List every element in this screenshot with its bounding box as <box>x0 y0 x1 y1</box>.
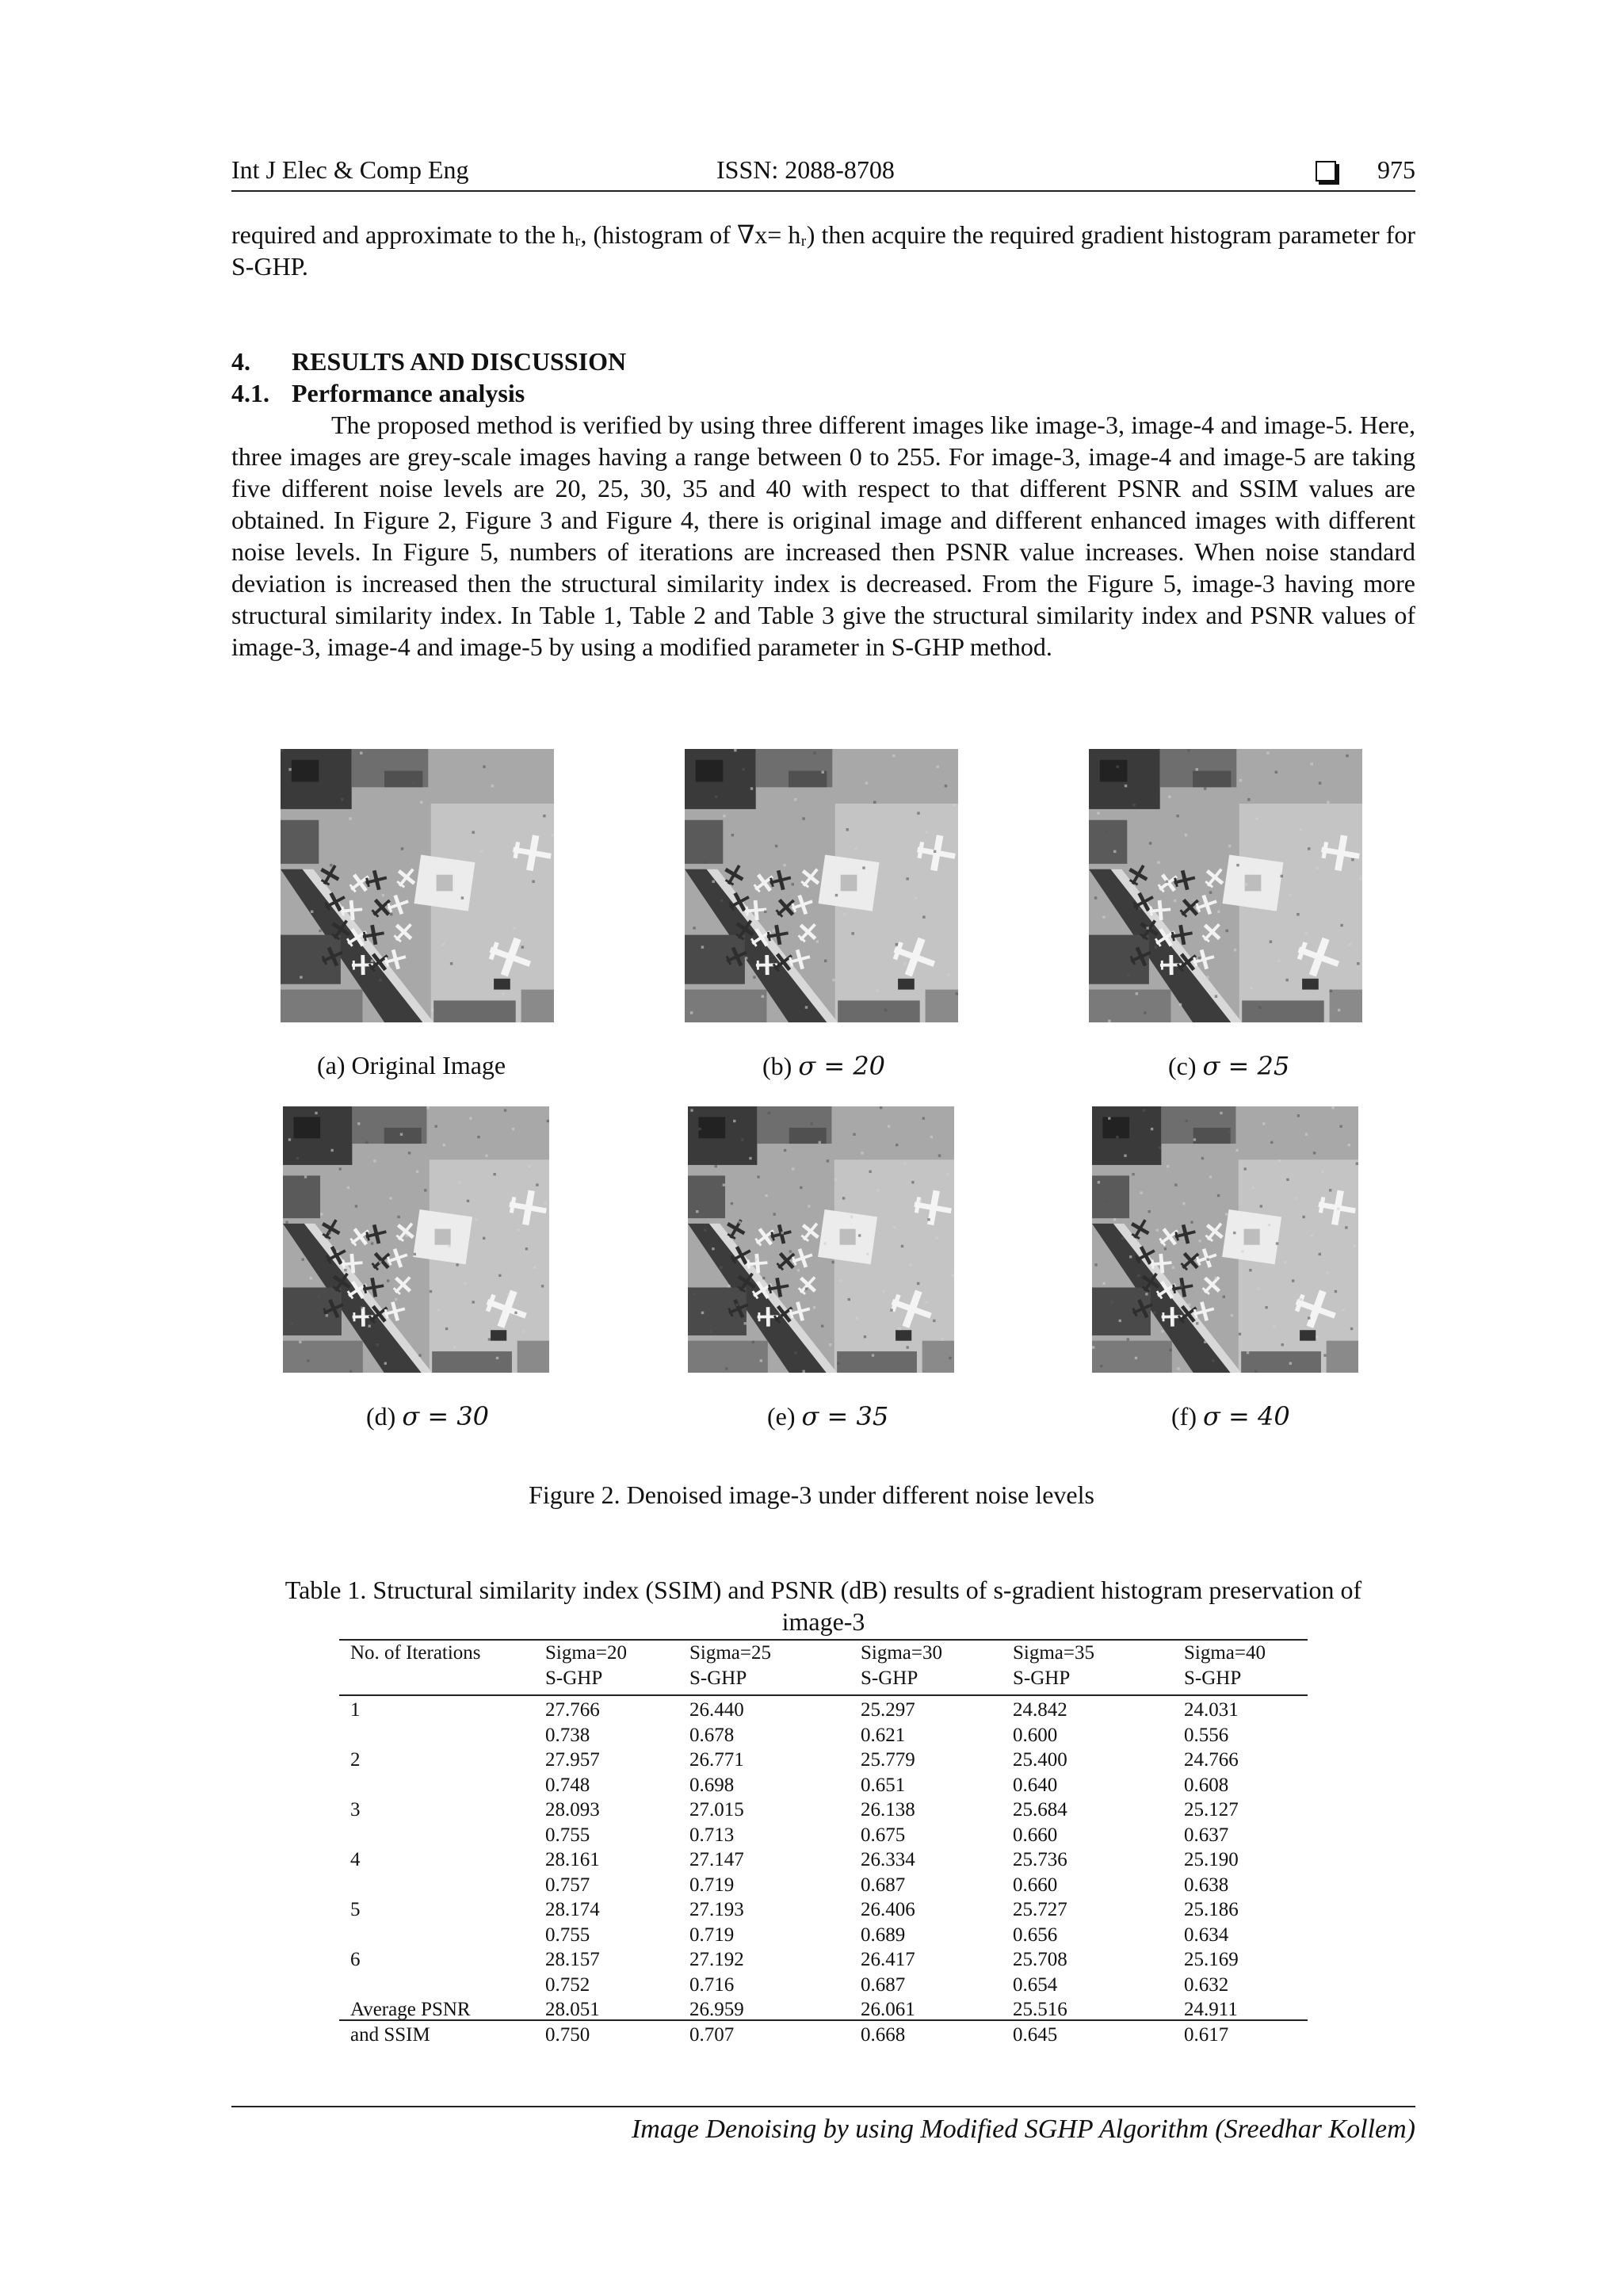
panel-d-caption <box>366 1401 489 1431</box>
panel-f-caption <box>1171 1401 1290 1431</box>
table-cell-psnr: 25.516 <box>1013 1999 1067 2020</box>
issn: ISSN: 2088-8708 <box>716 155 895 184</box>
figure-panel-f-image <box>1092 1106 1358 1373</box>
table-cell-ssim: 0.660 <box>1013 1824 1058 1846</box>
table-cell-ssim: 0.689 <box>861 1924 906 1946</box>
panel-f-sigma: σ = 40 <box>1202 1401 1290 1431</box>
panel-d-label: (d) <box>366 1402 396 1431</box>
table-cell-psnr: 26.406 <box>861 1899 915 1920</box>
table-header-rule <box>339 1694 1308 1696</box>
subsection-heading <box>231 379 525 408</box>
table-cell-psnr: 28.157 <box>545 1949 600 1970</box>
panel-b-label: (b) <box>762 1052 792 1080</box>
table-cell-psnr: 26.440 <box>689 1699 744 1721</box>
table-cell-psnr: 25.708 <box>1013 1949 1067 1970</box>
table-row-label: 6 <box>350 1949 361 1970</box>
table-cell-psnr: 24.911 <box>1184 1999 1238 2020</box>
table-cell-ssim: 0.634 <box>1184 1924 1229 1946</box>
table-cell-psnr: 26.334 <box>861 1849 915 1870</box>
subsection-number: 4.1. <box>231 379 269 407</box>
table-cell-psnr: 27.766 <box>545 1699 600 1721</box>
table-row-label: 3 <box>350 1799 361 1820</box>
table-cell-ssim: 0.713 <box>689 1824 735 1846</box>
table-cell-ssim: 0.750 <box>545 2023 590 2046</box>
panel-b-sigma: σ = 20 <box>798 1051 886 1081</box>
table-cell-ssim: 0.632 <box>1184 1973 1229 1996</box>
figure-caption: Figure 2. Denoised image-3 under different noise levels <box>529 1480 1094 1509</box>
table-cell-ssim: 0.668 <box>861 2023 906 2046</box>
figure-panel-c-image <box>1089 749 1362 1022</box>
checkbox-square-icon <box>1316 161 1336 181</box>
table-row-label: and SSIM <box>350 2023 430 2046</box>
journal-name: Int J Elec & Comp Eng <box>231 155 469 184</box>
table-cell-ssim: 0.687 <box>861 1973 906 1996</box>
table-cell-psnr: 26.138 <box>861 1799 915 1820</box>
panel-d-sigma: σ = 30 <box>402 1401 490 1431</box>
table-cell-ssim: 0.719 <box>689 1874 735 1896</box>
table-header-cell: Sigma=20 <box>545 1642 627 1664</box>
table-cell-psnr: 28.051 <box>545 1999 600 2020</box>
panel-e-caption <box>767 1401 888 1431</box>
table-header-subcell: S-GHP <box>689 1667 747 1689</box>
table-row-label: 1 <box>350 1699 361 1721</box>
panel-f-label: (f) <box>1171 1402 1197 1431</box>
table-cell-ssim: 0.757 <box>545 1874 590 1896</box>
running-header <box>231 155 1415 192</box>
table-cell-ssim: 0.748 <box>545 1774 590 1796</box>
table-cell-psnr: 24.031 <box>1184 1699 1239 1721</box>
table-cell-psnr: 25.400 <box>1013 1749 1067 1771</box>
table-cell-ssim: 0.645 <box>1013 2023 1058 2046</box>
panel-c-sigma: σ = 25 <box>1202 1051 1290 1081</box>
figure-panel-e-image <box>688 1106 954 1373</box>
table-cell-psnr: 27.192 <box>689 1949 744 1970</box>
section-title: RESULTS AND DISCUSSION <box>292 347 627 376</box>
table-cell-ssim: 0.651 <box>861 1774 906 1796</box>
table-cell-ssim: 0.687 <box>861 1874 906 1896</box>
table-caption-line2: image-3 <box>781 1607 865 1636</box>
table-cell-psnr: 24.766 <box>1184 1749 1239 1771</box>
table-cell-ssim: 0.698 <box>689 1774 735 1796</box>
table-cell-psnr: 28.161 <box>545 1849 600 1870</box>
table-header-cell: Sigma=25 <box>689 1642 771 1664</box>
table-cell-ssim: 0.707 <box>689 2023 735 2046</box>
section-number: 4. <box>231 347 250 376</box>
table-bottom-rule <box>339 2019 1308 2021</box>
figure-panel-a-image <box>281 749 554 1022</box>
table-top-rule <box>339 1639 1308 1641</box>
table-cell-ssim: 0.716 <box>689 1973 735 1996</box>
table-header-cell: Sigma=30 <box>861 1642 942 1664</box>
panel-c-caption <box>1168 1051 1289 1081</box>
table-header-cell: Sigma=35 <box>1013 1642 1094 1664</box>
table-cell-ssim: 0.621 <box>861 1724 906 1746</box>
table-row-label: 4 <box>350 1849 361 1870</box>
body-paragraph: The proposed method is verified by using three different images like image-3, image-4 and image-5. Here, three images are grey-scale images having a range between 0 to 255. For image-3, image-4 and image-5 are taking five different noise levels are 20, 25, 30, 35 and 40 with respect to that different PSNR and SSIM values are obtained. In Figure 2, Figure 3 and Figure 4, there is original image and different enhanced images with different noise levels. In Figure 5, numbers of iterations are increased then PSNR value increases. When noise standard deviation is increased then the structural similarity index is decreased. From the Figure 5, image-3 having more structural similarity index. In Table 1, Table 2 and Table 3 give the structural similarity index and PSNR values of image-3, image-4 and image-5 by using a modified parameter in S-GHP method. <box>231 411 1415 661</box>
table-cell-ssim: 0.600 <box>1013 1724 1058 1746</box>
table-cell-psnr: 27.015 <box>689 1799 744 1820</box>
table-cell-ssim: 0.660 <box>1013 1874 1058 1896</box>
panel-c-label: (c) <box>1168 1052 1197 1080</box>
panel-a-caption <box>317 1051 506 1080</box>
subsection-title: Performance analysis <box>292 379 525 407</box>
figure-panel-d-image <box>283 1106 549 1373</box>
table-cell-ssim: 0.556 <box>1184 1724 1229 1746</box>
panel-b-caption <box>762 1051 885 1081</box>
running-footer: Image Denoising by using Modified SGHP Algorithm (Sreedhar Kollem) <box>631 2115 1415 2144</box>
table-cell-psnr: 24.842 <box>1013 1699 1067 1721</box>
table-cell-psnr: 25.186 <box>1184 1899 1239 1920</box>
table-row-label: 2 <box>350 1749 361 1771</box>
table-cell-ssim: 0.675 <box>861 1824 906 1846</box>
table-cell-ssim: 0.678 <box>689 1724 735 1746</box>
table-cell-psnr: 25.727 <box>1013 1899 1067 1920</box>
table-row-label: Average PSNR <box>350 1999 471 2020</box>
table-cell-psnr: 26.771 <box>689 1749 744 1771</box>
table-cell-ssim: 0.755 <box>545 1824 590 1846</box>
table-header-cell: No. of Iterations <box>350 1642 481 1664</box>
table-cell-psnr: 25.779 <box>861 1749 915 1771</box>
table-cell-psnr: 25.190 <box>1184 1849 1239 1870</box>
intro-paragraph: required and approximate to the hᵣ, (histogram of ∇x= hᵣ) then acquire the required gradient histogram parameter for S-GHP. <box>231 220 1415 281</box>
table-cell-ssim: 0.640 <box>1013 1774 1058 1796</box>
table-caption <box>238 1574 1409 1637</box>
table-cell-psnr: 26.417 <box>861 1949 915 1970</box>
table-cell-psnr: 28.174 <box>545 1899 600 1920</box>
table-cell-ssim: 0.752 <box>545 1973 590 1996</box>
table-cell-psnr: 27.147 <box>689 1849 744 1870</box>
table-cell-ssim: 0.654 <box>1013 1973 1058 1996</box>
table-caption-line1: Table 1. Structural similarity index (SSIM) and PSNR (dB) results of s-gradient histogram preservation of <box>285 1576 1362 1604</box>
page-number: 975 <box>1377 155 1415 184</box>
panel-e-label: (e) <box>767 1402 796 1431</box>
table-cell-psnr: 25.169 <box>1184 1949 1239 1970</box>
table-cell-psnr: 28.093 <box>545 1799 600 1820</box>
table-cell-ssim: 0.755 <box>545 1924 590 1946</box>
table-cell-ssim: 0.656 <box>1013 1924 1058 1946</box>
table-cell-psnr: 26.061 <box>861 1999 915 2020</box>
table-row-label: 5 <box>350 1899 361 1920</box>
table-cell-ssim: 0.637 <box>1184 1824 1229 1846</box>
table-header-subcell: S-GHP <box>545 1667 603 1689</box>
table-cell-psnr: 25.127 <box>1184 1799 1239 1820</box>
table-cell-psnr: 25.684 <box>1013 1799 1067 1820</box>
table-header-subcell: S-GHP <box>1184 1667 1242 1689</box>
table-header-subcell: S-GHP <box>1013 1667 1071 1689</box>
section-heading <box>231 347 626 376</box>
table-cell-ssim: 0.638 <box>1184 1874 1229 1896</box>
figure-panel-b-image <box>685 749 958 1022</box>
table-cell-ssim: 0.617 <box>1184 2023 1229 2046</box>
panel-e-sigma: σ = 35 <box>801 1401 889 1431</box>
table-cell-ssim: 0.719 <box>689 1924 735 1946</box>
table-header-subcell: S-GHP <box>861 1667 918 1689</box>
table-cell-psnr: 25.736 <box>1013 1849 1067 1870</box>
footer-rule <box>231 2106 1415 2107</box>
table-cell-psnr: 27.957 <box>545 1749 600 1771</box>
table-cell-psnr: 27.193 <box>689 1899 744 1920</box>
table-cell-ssim: 0.738 <box>545 1724 590 1746</box>
table-cell-psnr: 25.297 <box>861 1699 915 1721</box>
panel-a-label: (a) Original Image <box>317 1051 506 1079</box>
table-cell-psnr: 26.959 <box>689 1999 744 2020</box>
table-cell-ssim: 0.608 <box>1184 1774 1229 1796</box>
table-header-cell: Sigma=40 <box>1184 1642 1266 1664</box>
